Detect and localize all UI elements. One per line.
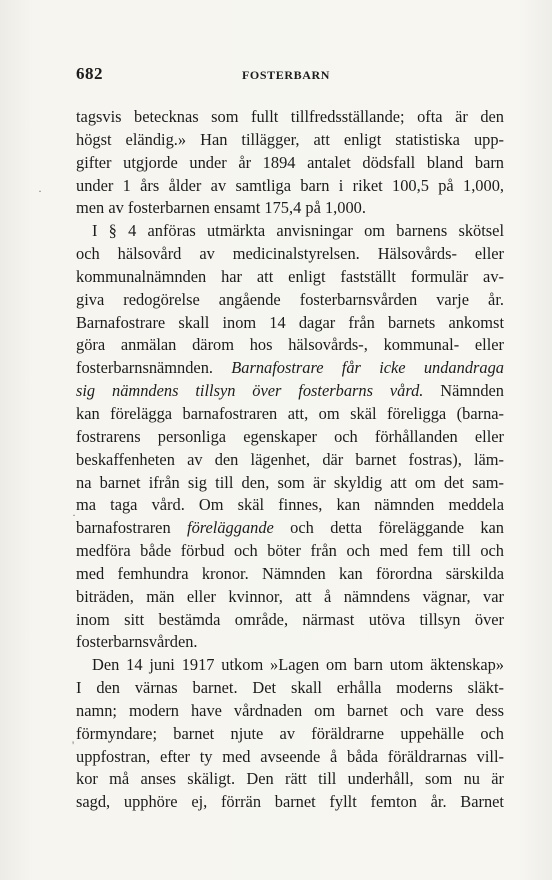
text-line: gifter utgjorde under år 1894 antalet dödsfall bland barn <box>76 152 504 172</box>
text-line: inom sitt bestämda område, närmast utöva tillsyn över <box>76 609 504 629</box>
text-line: kommunalnämnden har att enligt fastställt formulär av- <box>76 266 504 286</box>
text-run: barnafostraren <box>76 518 188 538</box>
margin-speck: · <box>38 184 42 198</box>
running-head: FOSTERBARN <box>242 68 331 82</box>
text-run: Nämnden <box>423 381 504 401</box>
text-line: högst eländig.» Han tillägger, att enligt statistiska upp- <box>76 129 504 149</box>
text-line: fosterbarnsvården. <box>76 632 198 652</box>
text-line: kan förelägga barnafostraren att, om skäl föreligga (barna- <box>76 403 504 423</box>
italic-emphasis: sig nämndens tillsyn över fosterbarns vård. <box>76 381 424 401</box>
text-line: förmyndare; barnet njute av föräldrarne uppehälle och <box>76 723 504 743</box>
text-line: Barnafostrare skall inom 14 dagar från barnets ankomst <box>76 312 504 332</box>
text-line: men av fosterbarnen ensamt 175,4 på 1,000. <box>76 198 366 218</box>
text-line: biträden, män eller kvinnor, att å nämndens vägnar, var <box>76 586 504 606</box>
body-text <box>76 106 504 814</box>
text-run: och detta föreläggande kan <box>273 518 504 538</box>
text-line <box>76 517 504 540</box>
text-line: och hälsovård av medicinalstyrelsen. Hälsovårds- eller <box>76 244 504 264</box>
text-line: fostrarens personliga egenskaper och förhållanden eller <box>76 426 504 446</box>
text-line: tagsvis betecknas som fullt tillfredsställande; ofta är den <box>76 107 504 126</box>
text-line <box>76 357 504 380</box>
text-line: med femhundra kronor. Nämnden kan förordna särskilda <box>76 563 504 583</box>
text-line: I den värnas barnet. Det skall erhålla moderns släkt- <box>76 678 504 698</box>
margin-speck: · <box>72 508 76 522</box>
page-header <box>74 64 502 88</box>
italic-emphasis: föreläggande <box>187 518 274 538</box>
text-line: sagd, upphöre ej, förrän barnet fyllt femton år. Barnet <box>76 792 504 812</box>
italic-emphasis: Barnafostrare får icke undandraga <box>231 358 504 378</box>
text-line: I § 4 anföras utmärkta anvisningar om barnens skötsel <box>92 221 504 241</box>
text-line: uppfostran, efter ty med avseende å båda föräldrarnas vill- <box>76 746 504 766</box>
text-line <box>76 380 504 403</box>
text-line: giva redogörelse angående fosterbarnsvården varje år. <box>76 289 504 309</box>
text-line: medföra både förbud och böter från och med fem till och <box>76 541 504 561</box>
text-line: namn; modern have vårdnaden om barnet och vare dess <box>76 700 504 720</box>
text-line: Den 14 juni 1917 utkom »Lagen om barn utom äktenskap» <box>92 655 504 675</box>
page-number: 682 <box>76 64 103 83</box>
text-line: göra anmälan därom hos hälsovårds-, kommunal- eller <box>76 335 504 355</box>
text-line: beskaffenheten av den lägenhet, där barnet fostras), läm- <box>76 449 504 469</box>
text-line: na barnet ifrån sig till den, som är skyldig att om det sam- <box>76 472 504 492</box>
text-line: ma taga vård. Om skäl finnes, kan nämnden meddela <box>76 495 504 515</box>
margin-speck: ' <box>72 738 75 752</box>
text-run: fosterbarnsnämnden. <box>76 358 232 378</box>
text-line: under 1 års ålder av samtliga barn i riket 100,5 på 1,000, <box>76 175 504 195</box>
text-line: kor må anses skäligt. Den rätt till underhåll, som nu är <box>76 769 504 789</box>
